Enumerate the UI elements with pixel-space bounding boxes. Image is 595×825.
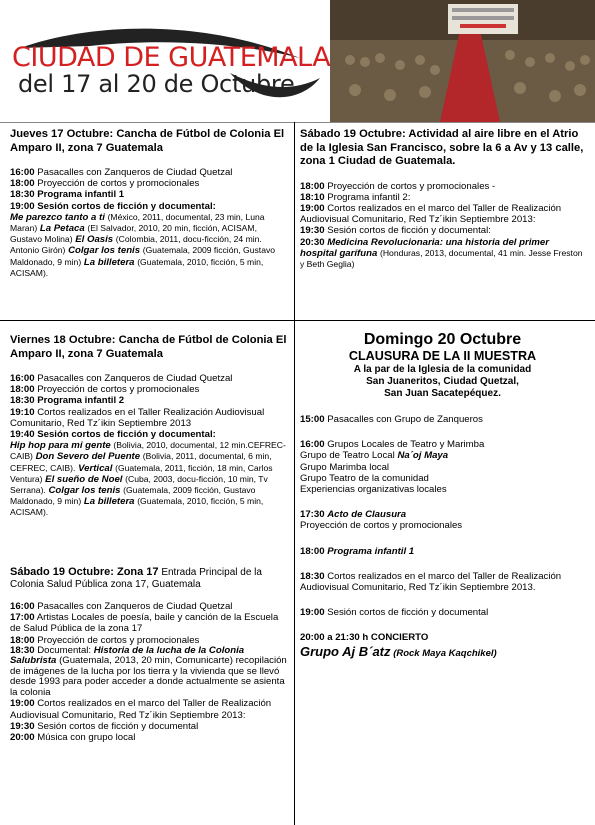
viernes-title: Viernes 18 Octubre: Cancha de Fútbol de Colonia El Amparo II, zona 7 Guatemala [10,334,287,360]
domingo-section [300,330,585,659]
list-item: 15:00 Pasacalles con Grupo de Zanqueros [300,414,483,425]
dates-title: del 17 al 20 de Octubre [18,70,295,98]
list-item: 17:00 Artistas Locales de poesía, baile y canción de la Escuela de Salud Pública de la zona 17 [10,612,279,635]
band-line: Grupo Aj B´atz (Rock Maya Kaqchikel) [300,643,497,659]
list-item: Grupo de Teatro Local Na´oj Maya [300,450,449,462]
list-item: 18:30 Cortos realizados en el marco del Taller de Realización Audiovisual Comunitario, Red Tz´ikin Septiembre 2013. [300,570,562,594]
sabado-zona17-section [10,566,288,743]
list-item: 18:30 Programa infantil 1 [10,189,125,201]
list-item: 19:00 Cortos realizados en el marco del Taller de Realización Audiovisual Comunitario, Red Tz´ikin Septiembre 2013: [10,698,272,721]
list-item: 19:10 Cortos realizados en el Taller Realización Audiovisual Comunitario, Red Tz´ikin Septiembre 2013 [10,406,265,429]
list-item: 19:00 Sesión cortos de ficción y documental [300,607,489,619]
list-item: 18:00 Proyección de cortos y promocionales - [300,180,496,192]
list-item: 18:30 Programa infantil 2 [10,395,125,407]
sabado-zona17-title: Sábado 19 Octubre: Zona 17 Entrada Principal de la Colonia Salud Pública zona 17, Guatemala [10,566,262,590]
list-item: 20:00 Música con grupo local [10,731,136,743]
sabado-atrio-section [300,128,585,270]
divider-vertical [294,122,295,825]
list-item: 17:30 Acto de Clausura [300,509,407,521]
domingo-place-3: San Juan Sacatepéquez. [384,388,501,399]
auditorium-photo [330,0,595,122]
list-item: 19:40 Sesión cortos de ficción y documental: [10,429,216,441]
domingo-place-2: San Juaneritos, Ciudad Quetzal, [366,376,519,387]
list-item: 16:00 Pasacalles con Zanqueros de Ciudad Quetzal [10,601,233,612]
list-item: 16:00 Grupos Locales de Teatro y Marimba [300,439,485,451]
list-item: 19:30 Sesión cortos de ficción y documental: [300,225,491,237]
domingo-place-1: A la par de la Iglesia de la comunidad [353,364,532,375]
list-item: Experiencias organizativas locales [300,484,447,496]
list-item: Grupo Teatro de la comunidad [300,472,429,484]
sabado-atrio-title: Sábado 19 Octubre: Actividad al aire libre en el Atrio de la Iglesia San Francisco, sobre la 6 a Av y 13 calle, zona 1 Ciudad de Guatemala. [300,128,584,167]
list-item: 18:30 Documental: Historia de la lucha de la Colonia Salubrista (Guatemala, 2013, 20 min, Comunicarte) recopilación de imágenes de la lucha por los tierra y la vivienda que se llevó desde 1993 para poder acceder a donde actualmente se asienta la colonia [10,644,287,698]
domingo-subtitle: CLAUSURA DE LA II MUESTRA [348,349,537,363]
domingo-title: Domingo 20 Octubre [363,331,522,348]
divider-horizontal [0,320,595,321]
list-item: 18:00 Proyección de cortos y promocionales [10,634,200,646]
divider-top [0,122,595,123]
list-item: Proyección de cortos y promocionales [300,520,463,532]
list-item: 18:00 Programa infantil 1 [300,545,415,557]
list-item: 19:00 Cortos realizados en el marco del Taller de Realización Audiovisual Comunitario, Red Tz´ikin Septiembre 2013: [300,202,562,226]
list-item: 18:10 Programa infantil 2: [300,191,411,203]
film-list: Hip hop para mi gente (Bolivia, 2010, documental, 12 min.CEFREC-CAIB) Don Severo del Puente (Bolivia, 2011, documental, 6 min, CEFREC, CAIB). Vertical (Guatemala, 2011, ficción, 18 min, Carlos Ventura) El sueño de Noel (Cuba, 2003, docu-ficción, 10 min, Tv Serrana). Colgar los tenis (Guatemala, 2009 ficción, Gustavo Maldonado, 9 min) La billetera (Guatemala, 2010, ficción, 5 min, ACISAM). [10,440,286,518]
city-title: CIUDAD DE GUATEMALA [12,42,331,73]
list-item: Grupo Marimba local [300,461,390,473]
jueves-section [10,128,288,279]
list-item: 19:00 Sesión cortos de ficción y documental: [10,200,216,212]
list-item: 16:00 Pasacalles con Zanqueros de Ciudad Quetzal [10,373,233,384]
list-item: 18:00 Proyección de cortos y promocionales [10,178,200,190]
viernes-section [10,334,288,519]
concert-line: 20:00 a 21:30 h CONCIERTO [300,632,429,644]
jueves-title: Jueves 17 Octubre: Cancha de Fútbol de Colonia El Amparo II, zona 7 Guatemala [10,128,285,154]
film-list: Me parezco tanto a ti (México, 2011, documental, 23 min, Luna Maran) La Petaca (El Salvador, 2010, 20 min, ficción, ACISAM, Gustavo Molina) El Oasis (Colombia, 2011, docu-ficción, 24 min. Antonio Girón) Colgar los tenis (Guatemala, 2009 ficción, Gustavo Maldonado, 9 min) La billetera (Guatemala, 2010, ficción, 5 min, ACISAM). [10,211,276,278]
list-item: 19:30 Sesión cortos de ficción y documental [10,720,199,732]
list-item: 18:00 Proyección de cortos y promocionales [10,384,200,396]
list-item: 16:00 Pasacalles con Zanqueros de Ciudad Quetzal [10,167,233,178]
header [0,0,595,122]
list-item: 20:30 Medicina Revolucionaria: una historia del primer hospital garífuna (Honduras, 2013, documental, 41 min. Jesse Freston y Beth Geglia) [300,236,583,269]
